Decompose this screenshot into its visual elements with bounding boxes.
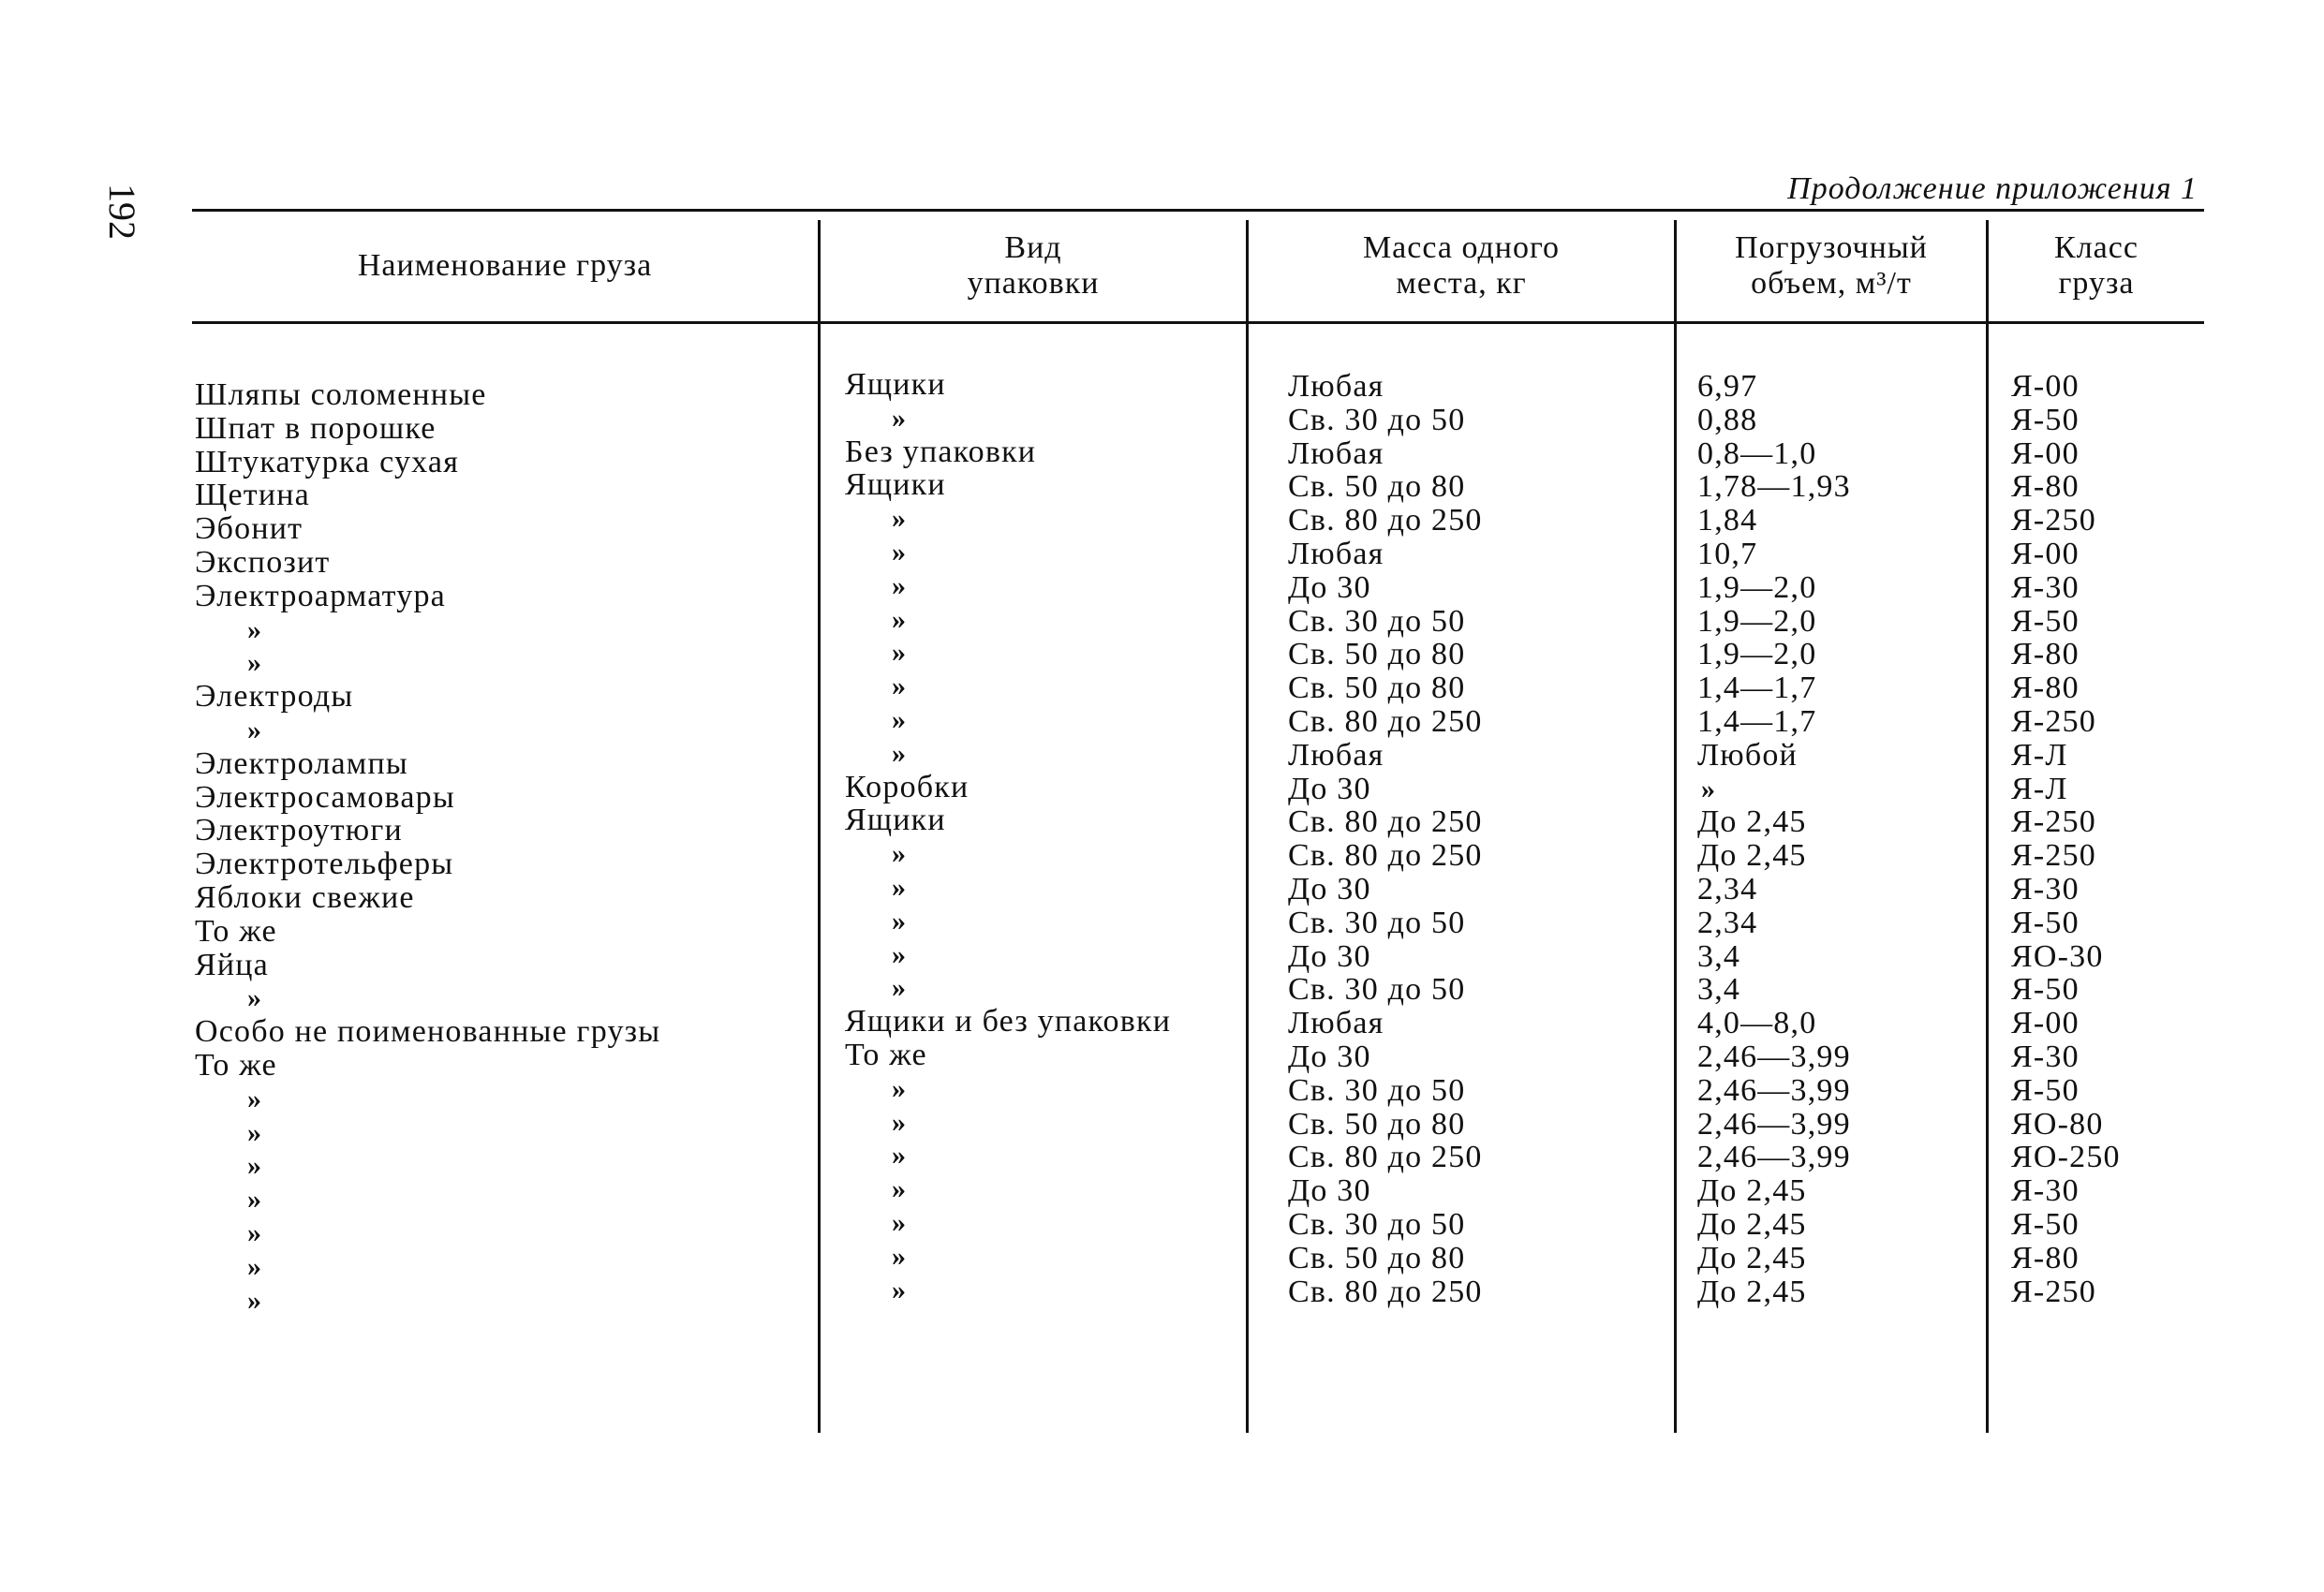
header-cargo-class: Класс груза [2054,230,2139,301]
cell-packaging: Коробки [845,769,970,804]
cell-cargo-class: Я-00 [2011,435,2080,471]
cell-volume: До 2,45 [1697,1274,1807,1309]
column-mass [1288,370,1483,1308]
cell-volume: 6,97 [1697,369,1758,404]
cell-name: Экспозит [195,544,331,580]
cell-volume: 4,0—8,0 [1697,1006,1817,1041]
cell-mass: Св. 30 до 50 [1288,1072,1466,1108]
cell-cargo-class: ЯО-30 [2011,938,2104,974]
cell-packaging: » [892,637,908,669]
cell-volume: До 2,45 [1697,1240,1807,1275]
cell-name: Электролампы [195,745,408,781]
cell-volume: Любой [1697,737,1798,773]
cell-volume: До 2,45 [1697,1173,1807,1209]
cell-volume: 1,9—2,0 [1697,603,1817,639]
cell-volume: 2,34 [1697,905,1758,940]
cell-mass: До 30 [1288,871,1371,907]
column-cargo-class [2011,370,2121,1308]
cell-mass: До 30 [1288,938,1371,974]
cell-packaging: » [892,503,908,535]
cell-packaging: » [892,569,908,601]
cell-cargo-class: Я-50 [2011,603,2080,639]
cell-cargo-class: Я-30 [2011,1039,2080,1074]
cell-name: » [247,1116,263,1148]
cell-packaging: » [892,905,908,936]
column-divider [1674,220,1677,1433]
header-volume: Погрузочный объем, м³/т [1735,230,1928,301]
column-volume [1697,370,1851,1308]
cell-name: Электроды [195,679,354,715]
page-number: 192 [101,184,143,240]
cell-packaging: » [892,1274,908,1305]
cell-mass: Св. 30 до 50 [1288,603,1466,639]
cell-packaging: Ящики [845,467,946,503]
cell-packaging: » [892,536,908,568]
cell-mass: Св. 50 до 80 [1288,469,1466,505]
cell-cargo-class: Я-250 [2011,1274,2096,1309]
cell-mass: Любая [1288,737,1384,773]
header-packaging: Вид упаковки [967,230,1100,301]
cell-volume: 2,46—3,99 [1697,1140,1851,1175]
cell-packaging: » [892,1072,908,1104]
table-top-rule [192,209,2204,212]
cell-packaging: » [892,938,908,970]
cell-cargo-class: Я-50 [2011,402,2080,437]
cell-cargo-class: ЯО-80 [2011,1106,2104,1142]
cell-name: » [247,1150,263,1182]
cell-volume: До 2,45 [1697,1206,1807,1242]
cell-name: То же [195,913,277,949]
cell-cargo-class: Я-Л [2011,737,2068,773]
cell-packaging: Без упаковки [845,434,1037,469]
cell-name: Шляпы соломенные [195,377,487,412]
cell-packaging: » [892,972,908,1004]
cell-cargo-class: Я-80 [2011,469,2080,505]
cell-packaging: Ящики [845,367,946,402]
cell-cargo-class: Я-80 [2011,1240,2080,1275]
cell-name: Особо не поименованные грузы [195,1014,661,1050]
cell-cargo-class: Я-50 [2011,972,2080,1008]
cell-cargo-class: Я-00 [2011,369,2080,404]
cell-cargo-class: Я-250 [2011,804,2096,840]
cell-name: Электросамовары [195,779,455,815]
cell-volume: 2,46—3,99 [1697,1106,1851,1142]
cell-cargo-class: Я-250 [2011,703,2096,739]
cell-name: » [247,982,263,1014]
cell-name: Яблоки свежие [195,879,415,915]
cell-volume: 1,84 [1697,503,1758,538]
cell-packaging: » [892,737,908,769]
cell-volume: 1,9—2,0 [1697,637,1817,672]
cell-mass: Св. 50 до 80 [1288,1106,1466,1142]
column-divider [818,220,821,1433]
cell-name: » [247,647,263,679]
cell-volume: 3,4 [1697,972,1741,1008]
cell-name: » [247,1284,263,1316]
cell-cargo-class: Я-00 [2011,1006,2080,1041]
cell-mass: Любая [1288,1006,1384,1041]
cell-volume: 1,9—2,0 [1697,569,1817,605]
cell-volume: 2,46—3,99 [1697,1072,1851,1108]
cell-volume: 1,4—1,7 [1697,671,1817,706]
cell-mass: Любая [1288,369,1384,404]
cell-packaging: » [892,603,908,635]
cell-cargo-class: Я-50 [2011,1072,2080,1108]
cell-name: » [247,1184,263,1216]
cell-mass: Св. 30 до 50 [1288,972,1466,1008]
cell-packaging: » [892,1206,908,1238]
cell-name: Электротельферы [195,847,454,882]
cell-cargo-class: Я-00 [2011,536,2080,571]
cell-mass: До 30 [1288,569,1371,605]
continuation-title: Продолжение приложения 1 [1787,171,2198,206]
cell-cargo-class: Я-250 [2011,503,2096,538]
cell-name: Эбонит [195,511,303,547]
header-mass: Масса одного места, кг [1362,230,1561,301]
cell-name: Электроутюги [195,813,403,848]
cell-volume: До 2,45 [1697,838,1807,874]
cell-mass: Св. 80 до 250 [1288,503,1483,538]
cell-cargo-class: Я-30 [2011,569,2080,605]
cell-name: Яйца [195,947,269,982]
cell-mass: Св. 80 до 250 [1288,804,1483,840]
cell-name: » [247,613,263,645]
cell-cargo-class: Я-80 [2011,637,2080,672]
cell-cargo-class: Я-250 [2011,838,2096,874]
cell-mass: Св. 50 до 80 [1288,1240,1466,1275]
cell-mass: До 30 [1288,1173,1371,1209]
cell-mass: Св. 30 до 50 [1288,402,1466,437]
cell-mass: Любая [1288,435,1384,471]
cell-name: » [247,1083,263,1114]
cell-volume: » [1701,773,1717,804]
cell-mass: Св. 80 до 250 [1288,1140,1483,1175]
cell-cargo-class: Я-50 [2011,905,2080,940]
cell-volume: 0,8—1,0 [1697,435,1817,471]
cell-cargo-class: Я-80 [2011,671,2080,706]
cell-packaging: » [892,1106,908,1138]
column-divider [1986,220,1989,1433]
cell-volume: 0,88 [1697,402,1758,437]
cell-packaging: » [892,838,908,870]
header-cargo-name: Наименование груза [357,248,653,283]
column-divider [1246,220,1249,1433]
cell-name: То же [195,1047,277,1083]
cell-mass: Св. 80 до 250 [1288,703,1483,739]
cell-volume: До 2,45 [1697,804,1807,840]
cell-name: Электроарматура [195,578,446,613]
cell-packaging: » [892,703,908,735]
cell-packaging: То же [845,1037,927,1072]
cell-mass: Св. 50 до 80 [1288,637,1466,672]
cell-volume: 2,34 [1697,871,1758,907]
cell-packaging: Ящики [845,803,946,838]
cell-volume: 2,46—3,99 [1697,1039,1851,1074]
cell-cargo-class: Я-30 [2011,1173,2080,1209]
cell-volume: 1,78—1,93 [1697,469,1851,505]
cell-mass: Св. 30 до 50 [1288,905,1466,940]
cell-name: » [247,714,263,745]
cell-volume: 3,4 [1697,938,1741,974]
cell-mass: Св. 30 до 50 [1288,1206,1466,1242]
cell-cargo-class: Я-Л [2011,771,2068,806]
table-header-rule [192,321,2204,324]
cell-packaging: » [892,1140,908,1172]
cell-name: Шпат в порошке [195,410,437,446]
column-packaging [845,368,1171,1306]
cell-name: Штукатурка сухая [195,444,460,479]
cell-mass: До 30 [1288,1039,1371,1074]
cell-mass: Св. 50 до 80 [1288,671,1466,706]
cell-packaging: » [892,1240,908,1272]
cell-packaging: » [892,871,908,903]
cell-volume: 10,7 [1697,536,1758,571]
cell-packaging: » [892,1173,908,1205]
cell-mass: Любая [1288,536,1384,571]
cell-name: » [247,1216,263,1248]
cell-packaging: Ящики и без упаковки [845,1004,1172,1039]
cell-volume: 1,4—1,7 [1697,703,1817,739]
cell-packaging: » [892,402,908,434]
cell-cargo-class: Я-30 [2011,871,2080,907]
column-cargo-name [195,378,660,1317]
cell-mass: Св. 80 до 250 [1288,1274,1483,1309]
cell-cargo-class: Я-50 [2011,1206,2080,1242]
cell-name: Щетина [195,478,310,513]
cell-name: » [247,1250,263,1282]
cell-packaging: » [892,671,908,702]
cell-mass: Св. 80 до 250 [1288,838,1483,874]
cell-cargo-class: ЯО-250 [2011,1140,2121,1175]
cell-mass: До 30 [1288,771,1371,806]
